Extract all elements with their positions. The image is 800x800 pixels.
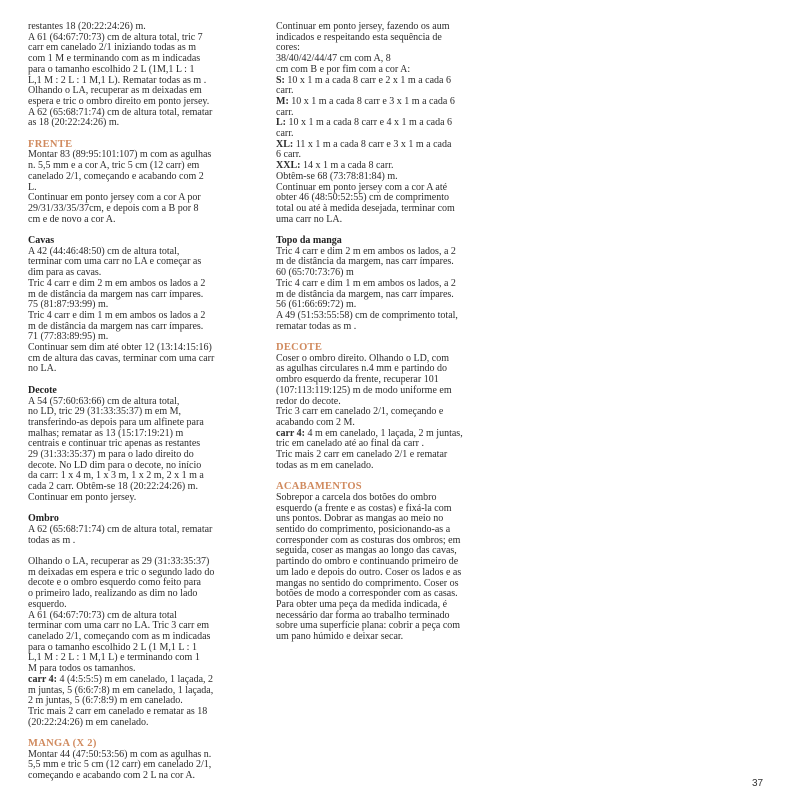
- text-line: Obtêm-se 68 (73:78:81:84) m.: [276, 170, 398, 182]
- text-line: cm com B e por fim com a cor A:: [276, 63, 411, 75]
- text-line: malhas; rematar as 13 (15:17:19:21) m: [28, 427, 184, 439]
- text-line: terminar com uma carr no LA. Tric 3 carr em: [28, 620, 210, 632]
- text-line: L,1 M : 2 L : 1 M,1 L). Rematar todas as m .: [28, 74, 207, 86]
- text-line: as 18 (20:22:24:26) m.: [28, 117, 120, 129]
- text-line: Para obter uma peça da medida indicada, é: [276, 598, 448, 610]
- paragraph: [28, 22, 262, 129]
- text-line: sentido do comprimento, posicionando-as a: [276, 524, 451, 535]
- text-line: redor do decote.: [276, 395, 341, 407]
- bold-label: L:: [276, 117, 286, 129]
- text-line: 14 x 1 m a cada 8 carr.: [300, 160, 394, 172]
- section-heading: MANGA (X 2): [28, 738, 97, 750]
- section-heading: FRENTE: [28, 138, 73, 150]
- paragraph: [276, 247, 512, 333]
- text-line: Continuar em ponto jersey, fazendo os aum: [276, 21, 450, 32]
- text-line: restantes 18 (20:22:24:26) m.: [28, 21, 146, 32]
- text-line: 11 x 1 m a cada 8 carr e 3 x 1 m a cada: [293, 138, 452, 150]
- text-line: Tric 3 carr em canelado 2/1, começando e: [276, 406, 444, 418]
- text-line: dim para as cavas.: [28, 267, 102, 279]
- text-line: terminar com uma carr no LA e começar as: [28, 256, 202, 268]
- text-line: Tric 4 carr e dim 2 m em ambos os lados a 2: [28, 277, 206, 289]
- text-line: rematar todas as m .: [276, 320, 357, 332]
- subsection-heading: Ombro: [28, 513, 59, 525]
- text-line: começando e acabando com 2 L na cor A.: [28, 770, 196, 782]
- text-line: Tric 4 carr e dim 1 m em ambos os lados a 2: [28, 309, 206, 321]
- section-heading: DECOTE: [276, 342, 323, 354]
- bold-label: carr 4:: [276, 427, 305, 439]
- text-line: uns pontos. Dobrar as mangas ao meio no: [276, 513, 444, 525]
- text-line: o primeiro lado, realizando as dim no lado: [28, 588, 198, 600]
- text-line: 4 (4:5:5:5) m em canelado, 1 laçada, 2: [56, 673, 214, 685]
- text-line: obter 46 (48:50:52:55) cm de comprimento: [276, 192, 450, 204]
- text-line: Tric mais 2 carr em canelado e rematar as 18: [28, 705, 208, 717]
- text-line: A 62 (65:68:71:74) cm de altura total, rematar: [28, 523, 213, 535]
- text-line: Continuar em ponto jersey.: [28, 491, 137, 503]
- bold-label: carr 4:: [28, 673, 57, 685]
- text-line: todas as m .: [28, 534, 76, 546]
- text-line: total ou até à medida desejada, terminar com: [276, 202, 455, 214]
- text-line: 29 (31:33:35:37) m para o lado direito do: [28, 449, 194, 461]
- text-line: M para todos os tamanhos.: [28, 663, 136, 675]
- text-line: (20:22:24:26) m em canelado.: [28, 716, 149, 728]
- left-column: [28, 22, 262, 782]
- section-heading: ACABAMENTOS: [276, 481, 362, 493]
- text-line: para o tamanho escolhido 2 L (1 M,1 L : 1: [28, 641, 197, 653]
- text-line: para o tamanho escolhido 2 L (1M,1 L : 1: [28, 63, 195, 75]
- paragraph: [276, 118, 512, 139]
- text-line: Montar 44 (47:50:53:56) m com as agulhas n.: [28, 748, 212, 760]
- text-line: A 62 (65:68:71:74) cm de altura total, rematar: [28, 106, 213, 118]
- subsection-heading: Topo da manga: [276, 235, 342, 247]
- bold-label: S:: [276, 74, 285, 86]
- paragraph: [28, 397, 262, 504]
- text-line: 10 x 1 m a cada 8 carr e 3 x 1 m a cada 6: [288, 95, 455, 107]
- text-line: acabando com 2 M.: [276, 416, 355, 428]
- text-line: no LA.: [28, 363, 57, 375]
- text-line: espera e tric o ombro direito em ponto jersey.: [28, 95, 210, 107]
- text-line: n. 5,5 mm e a cor A, tric 5 cm (12 carr) em: [28, 160, 200, 172]
- text-line: Olhando o LA, recuperar as m deixadas em: [28, 85, 202, 97]
- text-line: seguida, coser as mangas ao longo das cavas,: [276, 545, 457, 557]
- text-line: Tric mais 2 carr em canelado 2/1 e rematar: [276, 449, 448, 461]
- text-line: m deixadas em espera e tric o segundo lado do: [28, 566, 215, 578]
- paragraph: [28, 557, 262, 675]
- paragraph: [28, 150, 262, 225]
- text-line: Tric 4 carr e dim 2 m em ambos os lados, a 2: [276, 245, 456, 257]
- text-line: 5,5 mm e tric 5 cm (12 carr) em canelado 2/1,: [28, 759, 212, 771]
- text-line: 75 (81:87:93:99) m.: [28, 299, 109, 311]
- text-line: cores:: [276, 42, 300, 54]
- text-line: Montar 83 (89:95:101:107) m com as agulhas: [28, 149, 212, 161]
- text-line: decote. No LD dim para o decote, no início: [28, 459, 202, 471]
- text-line: L.: [28, 181, 37, 193]
- text-line: (107:113:119:125) m de modo uniforme em: [276, 384, 452, 396]
- text-line: necessário dar forma ao trabalho terminado: [276, 609, 450, 621]
- text-line: tric em canelado até ao final da carr .: [276, 438, 424, 450]
- paragraph-gap: [28, 504, 262, 515]
- bold-label: XXL:: [276, 160, 301, 172]
- text-line: esquerdo.: [28, 598, 67, 610]
- text-line: com 1 M e terminando com as m indicadas: [28, 53, 201, 65]
- text-line: botões de modo a corresponder com as casas.: [276, 588, 458, 600]
- text-line: carr em canelado 2/1 iniziando todas as m: [28, 42, 196, 54]
- paragraph: [276, 493, 512, 643]
- text-line: no LD, tric 29 (31:33:35:37) m em M,: [28, 406, 182, 418]
- text-line: m juntas, 5 (6:6:7:8) m em canelado, 1 laçada,: [28, 684, 214, 696]
- text-line: sobre uma superfície plana: cobrir a peça com: [276, 620, 461, 632]
- text-line: L,1 M : 2 L : 1 M,1 L) e terminando com 1: [28, 652, 200, 664]
- text-line: Continuar sem dim até obter 12 (13:14:15:16): [28, 342, 212, 354]
- text-line: um pano húmido e deixar secar.: [276, 631, 404, 643]
- text-line: m de distância da margem nas carr ímpares.: [28, 288, 204, 300]
- text-line: corresponder com as costuras dos ombros; em: [276, 534, 461, 546]
- paragraph: [276, 354, 512, 429]
- text-line: 10 x 1 m a cada 8 carr e 2 x 1 m a cada 6: [284, 74, 451, 86]
- text-line: todas as m em canelado.: [276, 459, 374, 471]
- text-line: 71 (77:83:89:95) m.: [28, 331, 109, 343]
- text-line: canelado 2/1, começando e acabando com 2: [28, 170, 204, 182]
- text-line: cm e de novo a cor A.: [28, 213, 116, 225]
- text-line: m de distância da margem nas carr ímpares.: [28, 320, 204, 332]
- text-line: ombro esquerdo da frente, recuperar 101: [276, 374, 439, 386]
- paragraph: [28, 525, 262, 546]
- bold-label: M:: [276, 95, 289, 107]
- text-line: m de distância da margem, nas carr ímpares.: [276, 256, 454, 268]
- text-line: decote e o ombro esquerdo como feito para: [28, 577, 201, 589]
- text-line: carr.: [276, 85, 294, 97]
- text-line: 6 carr.: [276, 149, 301, 161]
- text-line: A 54 (57:60:63:66) cm de altura total,: [28, 395, 180, 407]
- text-line: 38/40/42/44/47 cm com A, 8: [276, 53, 391, 65]
- paragraph: [276, 22, 512, 76]
- text-line: 60 (65:70:73:76) m: [276, 267, 354, 279]
- subsection-heading: Decote: [28, 384, 57, 396]
- text-line: as agulhas circulares n.4 mm e partindo do: [276, 363, 448, 375]
- text-line: Sobrepor a carcela dos botões do ombro: [276, 491, 437, 503]
- paragraph: [276, 429, 512, 472]
- text-line: Coser o ombro direito. Olhando o LD, com: [276, 352, 450, 364]
- text-line: 4 m em canelado, 1 laçada, 2 m juntas,: [304, 427, 463, 439]
- text-line: A 42 (44:46:48:50) cm de altura total,: [28, 245, 180, 257]
- text-line: Continuar em ponto jersey com a cor A até: [276, 181, 448, 193]
- text-line: mangas no sentido do comprimento. Coser os: [276, 577, 459, 589]
- paragraph: [28, 675, 262, 729]
- text-line: centrais e continuar tric apenas as restantes: [28, 438, 201, 450]
- text-line: A 49 (51:53:55:58) cm de comprimento total,: [276, 309, 458, 321]
- text-line: uma carr no LA.: [276, 213, 343, 225]
- paragraph-gap: [28, 225, 262, 236]
- paragraph: [276, 76, 512, 97]
- text-line: um lado e depois do outro. Coser os lados e as: [276, 566, 462, 578]
- text-line: 29/31/33/35/37cm, e depois com a B por 8: [28, 202, 199, 214]
- text-line: Tric 4 carr e dim 1 m em ambos os lados, a 2: [276, 277, 456, 289]
- paragraph: [28, 247, 262, 375]
- text-line: esquerdo (a frente e as costas) e fixá-la com: [276, 502, 452, 514]
- text-line: cada 2 carr. Obtêm-se 18 (20:22:24:26) m.: [28, 481, 198, 493]
- paragraph: [276, 172, 512, 226]
- right-column: [276, 22, 512, 643]
- paragraph-gap: [28, 375, 262, 386]
- text-line: 56 (61:66:69:72) m.: [276, 299, 357, 311]
- text-line: carr.: [276, 128, 294, 140]
- paragraph: [276, 97, 512, 118]
- text-line: Continuar em ponto jersey com a cor A por: [28, 192, 201, 204]
- page-number: 37: [752, 778, 764, 789]
- text-line: 2 m juntas, 5 (6:7:8:9) m em canelado.: [28, 695, 183, 707]
- text-line: cm de altura das cavas, terminar com uma carr: [28, 352, 215, 364]
- bold-label: XL:: [276, 138, 294, 150]
- text-line: 10 x 1 m a cada 8 carr e 4 x 1 m a cada 6: [286, 117, 453, 129]
- text-line: m de distância da margem, nas carr ímpares.: [276, 288, 454, 300]
- text-line: A 61 (64:67:70:73) cm de altura total: [28, 609, 177, 621]
- text-line: partindo do ombro e continuando primeiro de: [276, 556, 459, 568]
- text-line: canelado 2/1, começando com as m indicadas: [28, 631, 211, 642]
- text-line: A 61 (64:67:70:73) cm de altura total, tric 7: [28, 31, 203, 43]
- subsection-heading: Cavas: [28, 235, 55, 247]
- text-line: da carr: 1 x 4 m, 1 x 3 m, 1 x 2 m, 2 x 1 m a: [28, 470, 204, 482]
- text-line: carr.: [276, 106, 294, 118]
- text-line: indicados e respeitando esta sequência de: [276, 31, 442, 43]
- text-line: transferindo-as depois para um alfinete para: [28, 416, 204, 428]
- paragraph: [28, 750, 262, 782]
- text-line: Olhando o LA, recuperar as 29 (31:33:35:37): [28, 556, 210, 568]
- paragraph: [276, 140, 512, 161]
